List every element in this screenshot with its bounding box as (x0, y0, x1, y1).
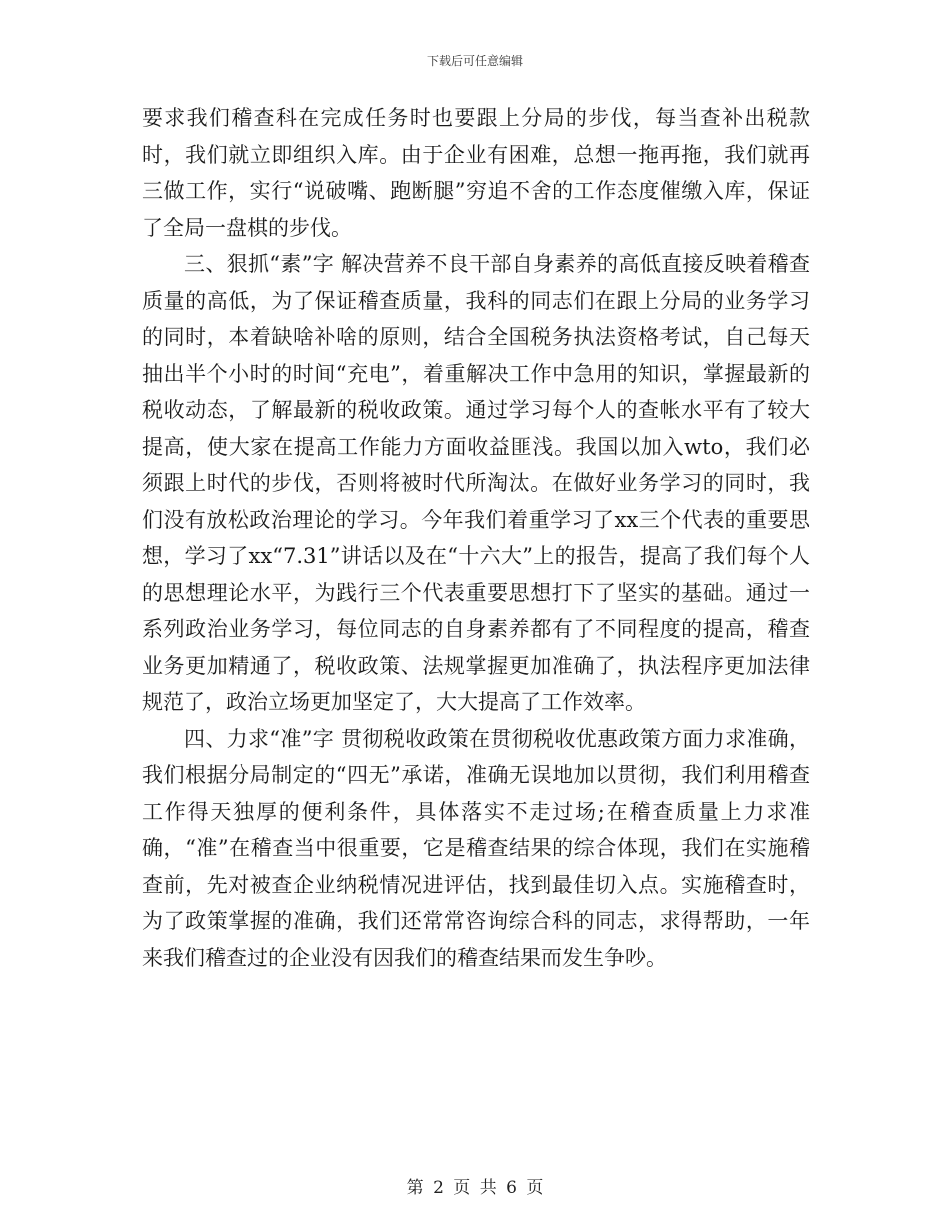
document-body (142, 100, 810, 976)
paragraph-1: 要求我们稽查科在完成任务时也要跟上分局的步伐，每当查补出税款时，我们就立即组织入库。由于企业有困难，总想一拖再拖，我们就再三做工作，实行“说破嘴、跑断腿”穷追不舍的工作态度催缴入库，保证了全局一盘棋的步伐。 (142, 106, 810, 240)
page-header: 下载后可任意编辑 (426, 54, 523, 68)
paragraph-2: 三、狠抓“素”字 解决营养不良干部自身素养的高低直接反映着稽查质量的高低，为了保证稽查质量，我科的同志们在跟上分局的业务学习的同时，本着缺啥补啥的原则，结合全国税务执法资格考试，自己每天抽出半个小时的时间“充电”，着重解决工作中急用的知识，掌握最新的税收动态，了解最新的税收政策。通过学习每个人的查帐水平有了较大提高，使大家在提高工作能力方面收益匪浅。我国以加入wto，我们必须跟上时代的步伐，否则将被时代所淘汰。在做好业务学习的同时，我们没有放松政治理论的学习。今年我们着重学习了xx三个代表的重要思想，学习了xx“7.31”讲话以及在“十六大”上的报告，提高了我们每个人的思想理论水平，为践行三个代表重要思想打下了坚实的基础。通过一系列政治业务学习，每位同志的自身素养都有了不同程度的提高，稽查业务更加精通了，税收政策、法规掌握更加准确了，执法程序更加法律规范了，政治立场更加坚定了，大大提高了工作效率。 (142, 252, 810, 714)
paragraph-3: 四、力求“准”字 贯彻税收政策在贯彻税收优惠政策方面力求准确，我们根据分局制定的“四无”承诺，准确无误地加以贯彻，我们利用稽查工作得天独厚的便利条件，具体落实不走过场;在稽查质量上力求准确，“准”在稽查当中很重要，它是稽查结果的综合体现，我们在实施稽查前，先对被查企业纳税情况进评估，找到最佳切入点。实施稽查时，为了政策掌握的准确，我们还常常咨询综合科的同志，求得帮助，一年来我们稽查过的企业没有因我们的稽查结果而发生争吵。 (142, 726, 810, 970)
page-footer: 第 2 页 共 6 页 (406, 1178, 544, 1198)
